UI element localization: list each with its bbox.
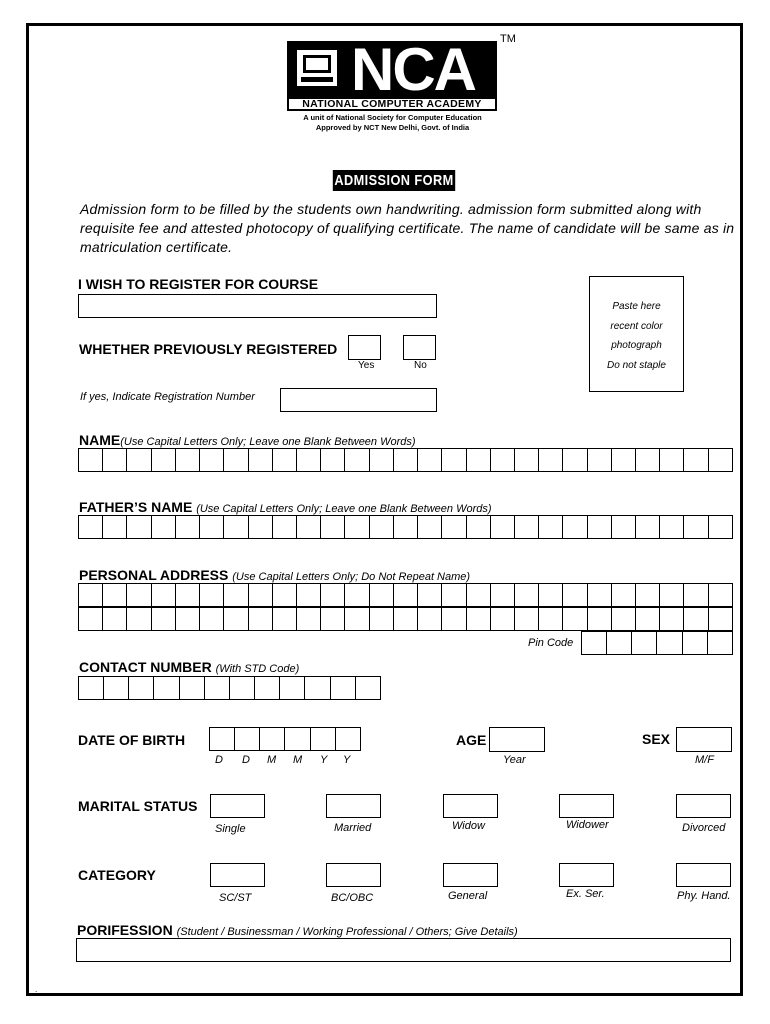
age-unit: Year	[503, 754, 526, 766]
char-cell[interactable]	[176, 584, 200, 606]
char-cell[interactable]	[305, 677, 330, 699]
char-cell[interactable]	[515, 449, 539, 471]
previously-label: WHETHER PREVIOUSLY REGISTERED	[79, 341, 338, 357]
char-cell[interactable]	[582, 632, 607, 654]
char-cell[interactable]	[588, 584, 612, 606]
char-cell[interactable]	[442, 516, 466, 538]
academy-name: NATIONAL COMPUTER ACADEMY	[287, 97, 497, 111]
char-cell[interactable]	[356, 677, 381, 699]
father-label: FATHER’S NAME (Use Capital Letters Only; Leave one Blank Between Words)	[79, 499, 492, 515]
no-label: No	[414, 360, 427, 371]
char-cell[interactable]	[370, 584, 394, 606]
char-cell[interactable]	[249, 449, 273, 471]
regno-field[interactable]	[280, 388, 437, 412]
char-cell[interactable]	[321, 584, 345, 606]
pin-label: Pin Code	[528, 637, 574, 649]
marital-divorced-box[interactable]	[676, 794, 731, 818]
dob-y1: Y	[320, 754, 328, 766]
category-bcobc-label: BC/OBC	[331, 892, 374, 904]
char-cell[interactable]	[467, 449, 491, 471]
char-cell[interactable]	[394, 449, 418, 471]
char-cell[interactable]	[588, 516, 612, 538]
char-cell[interactable]	[612, 608, 636, 630]
photo-line: recent color	[610, 320, 663, 332]
char-cell[interactable]	[224, 449, 248, 471]
char-cell[interactable]	[321, 449, 345, 471]
yes-checkbox[interactable]	[348, 335, 381, 360]
marital-single-label: Single	[215, 823, 246, 835]
address-grid-1[interactable]	[78, 583, 733, 607]
char-cell[interactable]	[224, 608, 248, 630]
char-cell[interactable]	[491, 449, 515, 471]
char-cell[interactable]	[539, 608, 563, 630]
char-cell[interactable]	[684, 608, 708, 630]
name-grid[interactable]	[78, 448, 733, 472]
char-cell[interactable]	[79, 584, 103, 606]
char-cell[interactable]	[255, 677, 280, 699]
char-cell[interactable]	[370, 608, 394, 630]
char-cell[interactable]	[607, 632, 632, 654]
marital-single-box[interactable]	[210, 794, 265, 818]
approved-line: Approved by NCT New Delhi, Govt. of India	[315, 123, 470, 132]
char-cell[interactable]	[273, 608, 297, 630]
char-cell[interactable]	[200, 584, 224, 606]
char-cell[interactable]	[200, 516, 224, 538]
nca-logo	[287, 36, 497, 103]
unit-line: A unit of National Society for Computer Education	[303, 113, 482, 122]
char-cell[interactable]	[660, 584, 684, 606]
sex-field[interactable]	[676, 727, 732, 752]
char-cell[interactable]	[103, 584, 127, 606]
char-cell[interactable]	[180, 677, 205, 699]
char-cell[interactable]	[467, 516, 491, 538]
char-cell[interactable]	[709, 584, 733, 606]
char-cell[interactable]	[684, 584, 708, 606]
char-cell[interactable]	[235, 728, 260, 750]
char-cell[interactable]	[563, 449, 587, 471]
marital-widower-box[interactable]	[559, 794, 614, 818]
father-grid[interactable]	[78, 515, 733, 539]
char-cell[interactable]	[297, 584, 321, 606]
char-cell[interactable]	[394, 584, 418, 606]
computer-icon	[297, 50, 337, 86]
yes-label: Yes	[358, 360, 375, 371]
char-cell[interactable]	[249, 516, 273, 538]
char-cell[interactable]	[442, 449, 466, 471]
char-cell[interactable]	[515, 608, 539, 630]
char-cell[interactable]	[345, 516, 369, 538]
char-cell[interactable]	[210, 728, 235, 750]
marital-married-label: Married	[334, 822, 372, 834]
category-bcobc-box[interactable]	[326, 863, 381, 887]
char-cell[interactable]	[491, 608, 515, 630]
category-general-label: General	[448, 890, 488, 902]
char-cell[interactable]	[657, 632, 682, 654]
dob-label: DATE OF BIRTH	[78, 732, 186, 748]
char-cell[interactable]	[636, 608, 660, 630]
dob-d2: D	[242, 754, 250, 766]
footer-mark: .	[35, 985, 38, 994]
category-phyhand-box[interactable]	[676, 863, 731, 887]
char-cell[interactable]	[709, 608, 733, 630]
char-cell[interactable]	[152, 516, 176, 538]
photo-box	[589, 276, 684, 392]
char-cell[interactable]	[152, 584, 176, 606]
char-cell[interactable]	[588, 608, 612, 630]
char-cell[interactable]	[104, 677, 129, 699]
form-title: ADMISSION FORM	[334, 172, 454, 189]
char-cell[interactable]	[612, 584, 636, 606]
char-cell[interactable]	[311, 728, 336, 750]
logo-mark-text: NCA	[351, 36, 475, 103]
category-general-box[interactable]	[443, 863, 498, 887]
char-cell[interactable]	[285, 728, 310, 750]
dob-y2: Y	[343, 754, 351, 766]
char-cell[interactable]	[418, 516, 442, 538]
address-label: PERSONAL ADDRESS (Use Capital Letters Only; Do Not Repeat Name)	[79, 567, 471, 583]
char-cell[interactable]	[321, 608, 345, 630]
category-label: CATEGORY	[78, 867, 156, 883]
char-cell[interactable]	[176, 608, 200, 630]
profession-field[interactable]	[76, 938, 731, 962]
char-cell[interactable]	[636, 449, 660, 471]
char-cell[interactable]	[636, 516, 660, 538]
char-cell[interactable]	[515, 584, 539, 606]
category-exser-box[interactable]	[559, 863, 614, 887]
name-label: NAME(Use Capital Letters Only; Leave one Blank Between Words)	[79, 432, 416, 448]
char-cell[interactable]	[103, 449, 127, 471]
trademark: TM	[500, 33, 516, 45]
photo-line: photograph	[611, 340, 662, 351]
char-cell[interactable]	[539, 449, 563, 471]
char-cell[interactable]	[127, 516, 151, 538]
char-cell[interactable]	[683, 632, 708, 654]
char-cell[interactable]	[563, 608, 587, 630]
char-cell[interactable]	[539, 516, 563, 538]
char-cell[interactable]	[230, 677, 255, 699]
char-cell[interactable]	[280, 677, 305, 699]
char-cell[interactable]	[345, 449, 369, 471]
char-cell[interactable]	[224, 516, 248, 538]
char-cell[interactable]	[467, 584, 491, 606]
char-cell[interactable]	[442, 608, 466, 630]
char-cell[interactable]	[79, 608, 103, 630]
instructions: Admission form to be filled by the students own handwriting. admission form submitted along with requisite fee and attested photocopy of qualifying certificate. The name of candidate will be same as in matriculation certificate.	[80, 201, 735, 255]
pin-grid[interactable]	[581, 631, 733, 655]
char-cell[interactable]	[418, 608, 442, 630]
course-field[interactable]	[78, 294, 437, 318]
char-cell[interactable]	[709, 449, 733, 471]
char-cell[interactable]	[260, 728, 285, 750]
char-cell[interactable]	[205, 677, 230, 699]
course-label: I WISH TO REGISTER FOR COURSE	[78, 276, 319, 292]
char-cell[interactable]	[612, 516, 636, 538]
marital-widow-label: Widow	[452, 820, 485, 832]
char-cell[interactable]	[632, 632, 657, 654]
char-cell[interactable]	[79, 516, 103, 538]
contact-label: CONTACT NUMBER (With STD Code)	[79, 659, 300, 675]
marital-label: MARITAL STATUS	[78, 798, 198, 814]
age-label: AGE	[456, 732, 487, 748]
char-cell[interactable]	[345, 584, 369, 606]
char-cell[interactable]	[273, 516, 297, 538]
char-cell[interactable]	[127, 608, 151, 630]
char-cell[interactable]	[636, 584, 660, 606]
char-cell[interactable]	[491, 516, 515, 538]
char-cell[interactable]	[336, 728, 361, 750]
profession-label: PORIFESSION (Student / Businessman / Working Professional / Others; Give Details)	[77, 922, 518, 938]
category-scst-label: SC/ST	[219, 892, 252, 904]
char-cell[interactable]	[708, 632, 733, 654]
char-cell[interactable]	[563, 584, 587, 606]
dob-m2: M	[293, 754, 303, 766]
char-cell[interactable]	[152, 449, 176, 471]
char-cell[interactable]	[176, 449, 200, 471]
dob-grid[interactable]	[209, 727, 361, 751]
age-field[interactable]	[489, 727, 545, 752]
char-cell[interactable]	[249, 584, 273, 606]
char-cell[interactable]	[442, 584, 466, 606]
char-cell[interactable]	[563, 516, 587, 538]
char-cell[interactable]	[154, 677, 179, 699]
char-cell[interactable]	[394, 608, 418, 630]
char-cell[interactable]	[273, 584, 297, 606]
char-cell[interactable]	[127, 449, 151, 471]
char-cell[interactable]	[491, 584, 515, 606]
photo-line: Do not staple	[607, 359, 666, 371]
char-cell[interactable]	[539, 584, 563, 606]
char-cell[interactable]	[200, 449, 224, 471]
char-cell[interactable]	[103, 516, 127, 538]
char-cell[interactable]	[79, 449, 103, 471]
char-cell[interactable]	[418, 584, 442, 606]
char-cell[interactable]	[79, 677, 104, 699]
char-cell[interactable]	[297, 608, 321, 630]
char-cell[interactable]	[273, 449, 297, 471]
marital-married-box[interactable]	[326, 794, 381, 818]
photo-line: Paste here	[612, 301, 661, 312]
char-cell[interactable]	[684, 449, 708, 471]
char-cell[interactable]	[176, 516, 200, 538]
category-scst-box[interactable]	[210, 863, 265, 887]
char-cell[interactable]	[129, 677, 154, 699]
regno-label: If yes, Indicate Registration Number	[80, 391, 255, 403]
char-cell[interactable]	[660, 449, 684, 471]
char-cell[interactable]	[103, 608, 127, 630]
char-cell[interactable]	[200, 608, 224, 630]
contact-grid[interactable]	[78, 676, 381, 700]
char-cell[interactable]	[660, 516, 684, 538]
sex-label: SEX	[642, 731, 671, 747]
char-cell[interactable]	[709, 516, 733, 538]
char-cell[interactable]	[612, 449, 636, 471]
dob-m1: M	[267, 754, 277, 766]
char-cell[interactable]	[345, 608, 369, 630]
char-cell[interactable]	[370, 516, 394, 538]
char-cell[interactable]	[249, 608, 273, 630]
char-cell[interactable]	[394, 516, 418, 538]
char-cell[interactable]	[321, 516, 345, 538]
char-cell[interactable]	[684, 516, 708, 538]
char-cell[interactable]	[297, 516, 321, 538]
category-phyhand-label: Phy. Hand.	[677, 890, 731, 902]
char-cell[interactable]	[467, 608, 491, 630]
marital-widow-box[interactable]	[443, 794, 498, 818]
char-cell[interactable]	[660, 608, 684, 630]
char-cell[interactable]	[297, 449, 321, 471]
dob-d1: D	[215, 754, 223, 766]
no-checkbox[interactable]	[403, 335, 436, 360]
char-cell[interactable]	[588, 449, 612, 471]
marital-divorced-label: Divorced	[682, 822, 726, 834]
char-cell[interactable]	[418, 449, 442, 471]
char-cell[interactable]	[152, 608, 176, 630]
char-cell[interactable]	[331, 677, 356, 699]
address-grid-2[interactable]	[78, 607, 733, 631]
sex-options: M/F	[695, 754, 714, 766]
category-exser-label: Ex. Ser.	[566, 888, 605, 900]
char-cell[interactable]	[127, 584, 151, 606]
char-cell[interactable]	[370, 449, 394, 471]
char-cell[interactable]	[515, 516, 539, 538]
char-cell[interactable]	[224, 584, 248, 606]
marital-widower-label: Widower	[566, 819, 609, 831]
